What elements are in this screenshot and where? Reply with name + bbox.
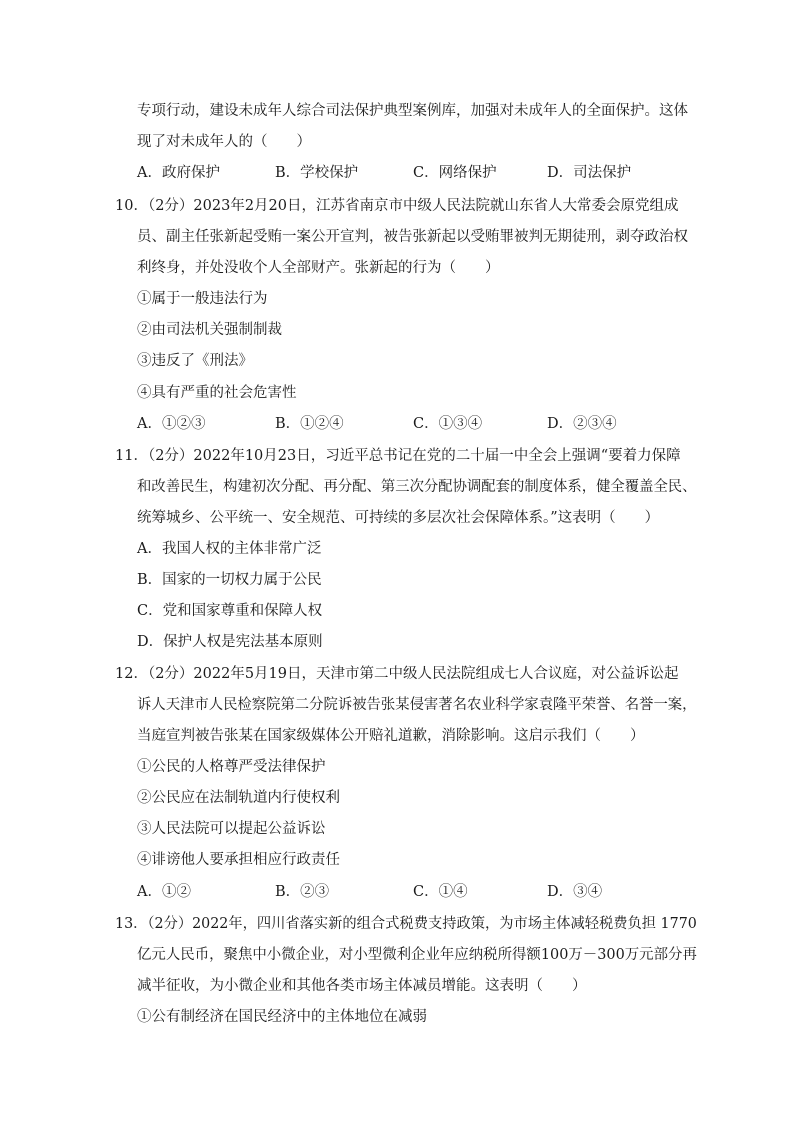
q10-option-c[interactable]: C．①③④	[413, 416, 483, 432]
q10-text-line: 员、副主任张新起受贿一案公开宣判，被告张新起以受贿罪被判无期徒刑，剥夺政治权	[137, 229, 688, 245]
q11-text-line: 统筹城乡、公平统一、安全规范、可持续的多层次社会保障体系。”这表明（ ）	[137, 510, 660, 526]
q10-statement: ②由司法机关强制制裁	[137, 322, 282, 338]
q12-statement: ④诽谤他人要承担相应行政责任	[137, 852, 340, 868]
q12-text-line: 诉人天津市人民检察院第二分院诉被告张某侵害著名农业科学家袁隆平荣誉、名誉一案，	[137, 697, 697, 713]
q12-text-line: 当庭宣判被告张某在国家级媒体公开赔礼道歉，消除影响。这启示我们（ ）	[137, 728, 645, 744]
q10-statement: ③违反了《刑法》	[137, 353, 253, 369]
q12-statement: ③人民法院可以提起公益诉讼	[137, 821, 326, 837]
q10-text-line: 利终身，并处没收个人全部财产。张新起的行为（ ）	[137, 260, 500, 276]
q10-text-line: 10．（2分）2023年2月20日，江苏省南京市中级人民法院就山东省人大常委会原党组成	[115, 198, 679, 214]
q9-option-a[interactable]: A．政府保护	[137, 165, 220, 181]
q12-statement: ①公民的人格尊严受法律保护	[137, 759, 326, 775]
q9-option-d[interactable]: D．司法保护	[547, 165, 632, 181]
q11-text-line: 和改善民生，构建初次分配、再分配、第三次分配协调配套的制度体系，健全覆盖全民、	[137, 479, 697, 495]
q11-option-d[interactable]: D．保护人权是宪法基本原则	[137, 634, 323, 650]
q13-text-line: 减半征收，为小微企业和其他各类市场主体减员增能。这表明（ ）	[137, 978, 587, 994]
q11-text-line: 11．（2分）2022年10月23日，习近平总书记在党的二十届一中全会上强调“要着力保障	[115, 448, 681, 464]
q12-text-line: 12．（2分）2022年5月19日，天津市第二中级人民法院组成七人合议庭，对公益诉讼起	[115, 666, 679, 682]
q9-option-c[interactable]: C．网络保护	[413, 165, 497, 181]
q12-statement: ②公民应在法制轨道内行使权利	[137, 790, 340, 806]
q13-text-line: 13．（2分）2022年，四川省落实新的组合式税费支持政策，为市场主体减轻税费负担 1770	[115, 916, 697, 932]
q9-text-line: 专项行动，建设未成年人综合司法保护典型案例库，加强对未成年人的全面保护。这体	[137, 103, 688, 119]
q12-option-a[interactable]: A．①②	[137, 884, 191, 900]
q12-option-b[interactable]: B．②③	[275, 884, 330, 900]
q10-statement: ①属于一般违法行为	[137, 291, 268, 307]
q11-option-a[interactable]: A．我国人权的主体非常广泛	[137, 541, 322, 557]
q12-option-d[interactable]: D．③④	[547, 884, 603, 900]
q13-statement: ①公有制经济在国民经济中的主体地位在减弱	[137, 1009, 427, 1025]
q10-statement: ④具有严重的社会危害性	[137, 385, 297, 401]
q11-option-b[interactable]: B．国家的一切权力属于公民	[137, 572, 322, 588]
q9-option-b[interactable]: B．学校保护	[275, 165, 359, 181]
q13-text-line: 亿元人民币，聚焦中小微企业，对小型微利企业年应纳税所得额100万－300万元部分再	[137, 947, 697, 963]
q10-option-a[interactable]: A．①②③	[137, 416, 206, 432]
q12-options	[137, 882, 697, 902]
q10-option-d[interactable]: D．②③④	[547, 416, 617, 432]
q9-options	[137, 163, 697, 183]
q10-option-b[interactable]: B．①②④	[275, 416, 344, 432]
q9-text-line: 现了对未成年人的（ ）	[137, 134, 311, 150]
q11-option-c[interactable]: C．党和国家尊重和保障人权	[137, 603, 323, 619]
q12-option-c[interactable]: C．①④	[413, 884, 468, 900]
q10-options	[137, 414, 697, 434]
